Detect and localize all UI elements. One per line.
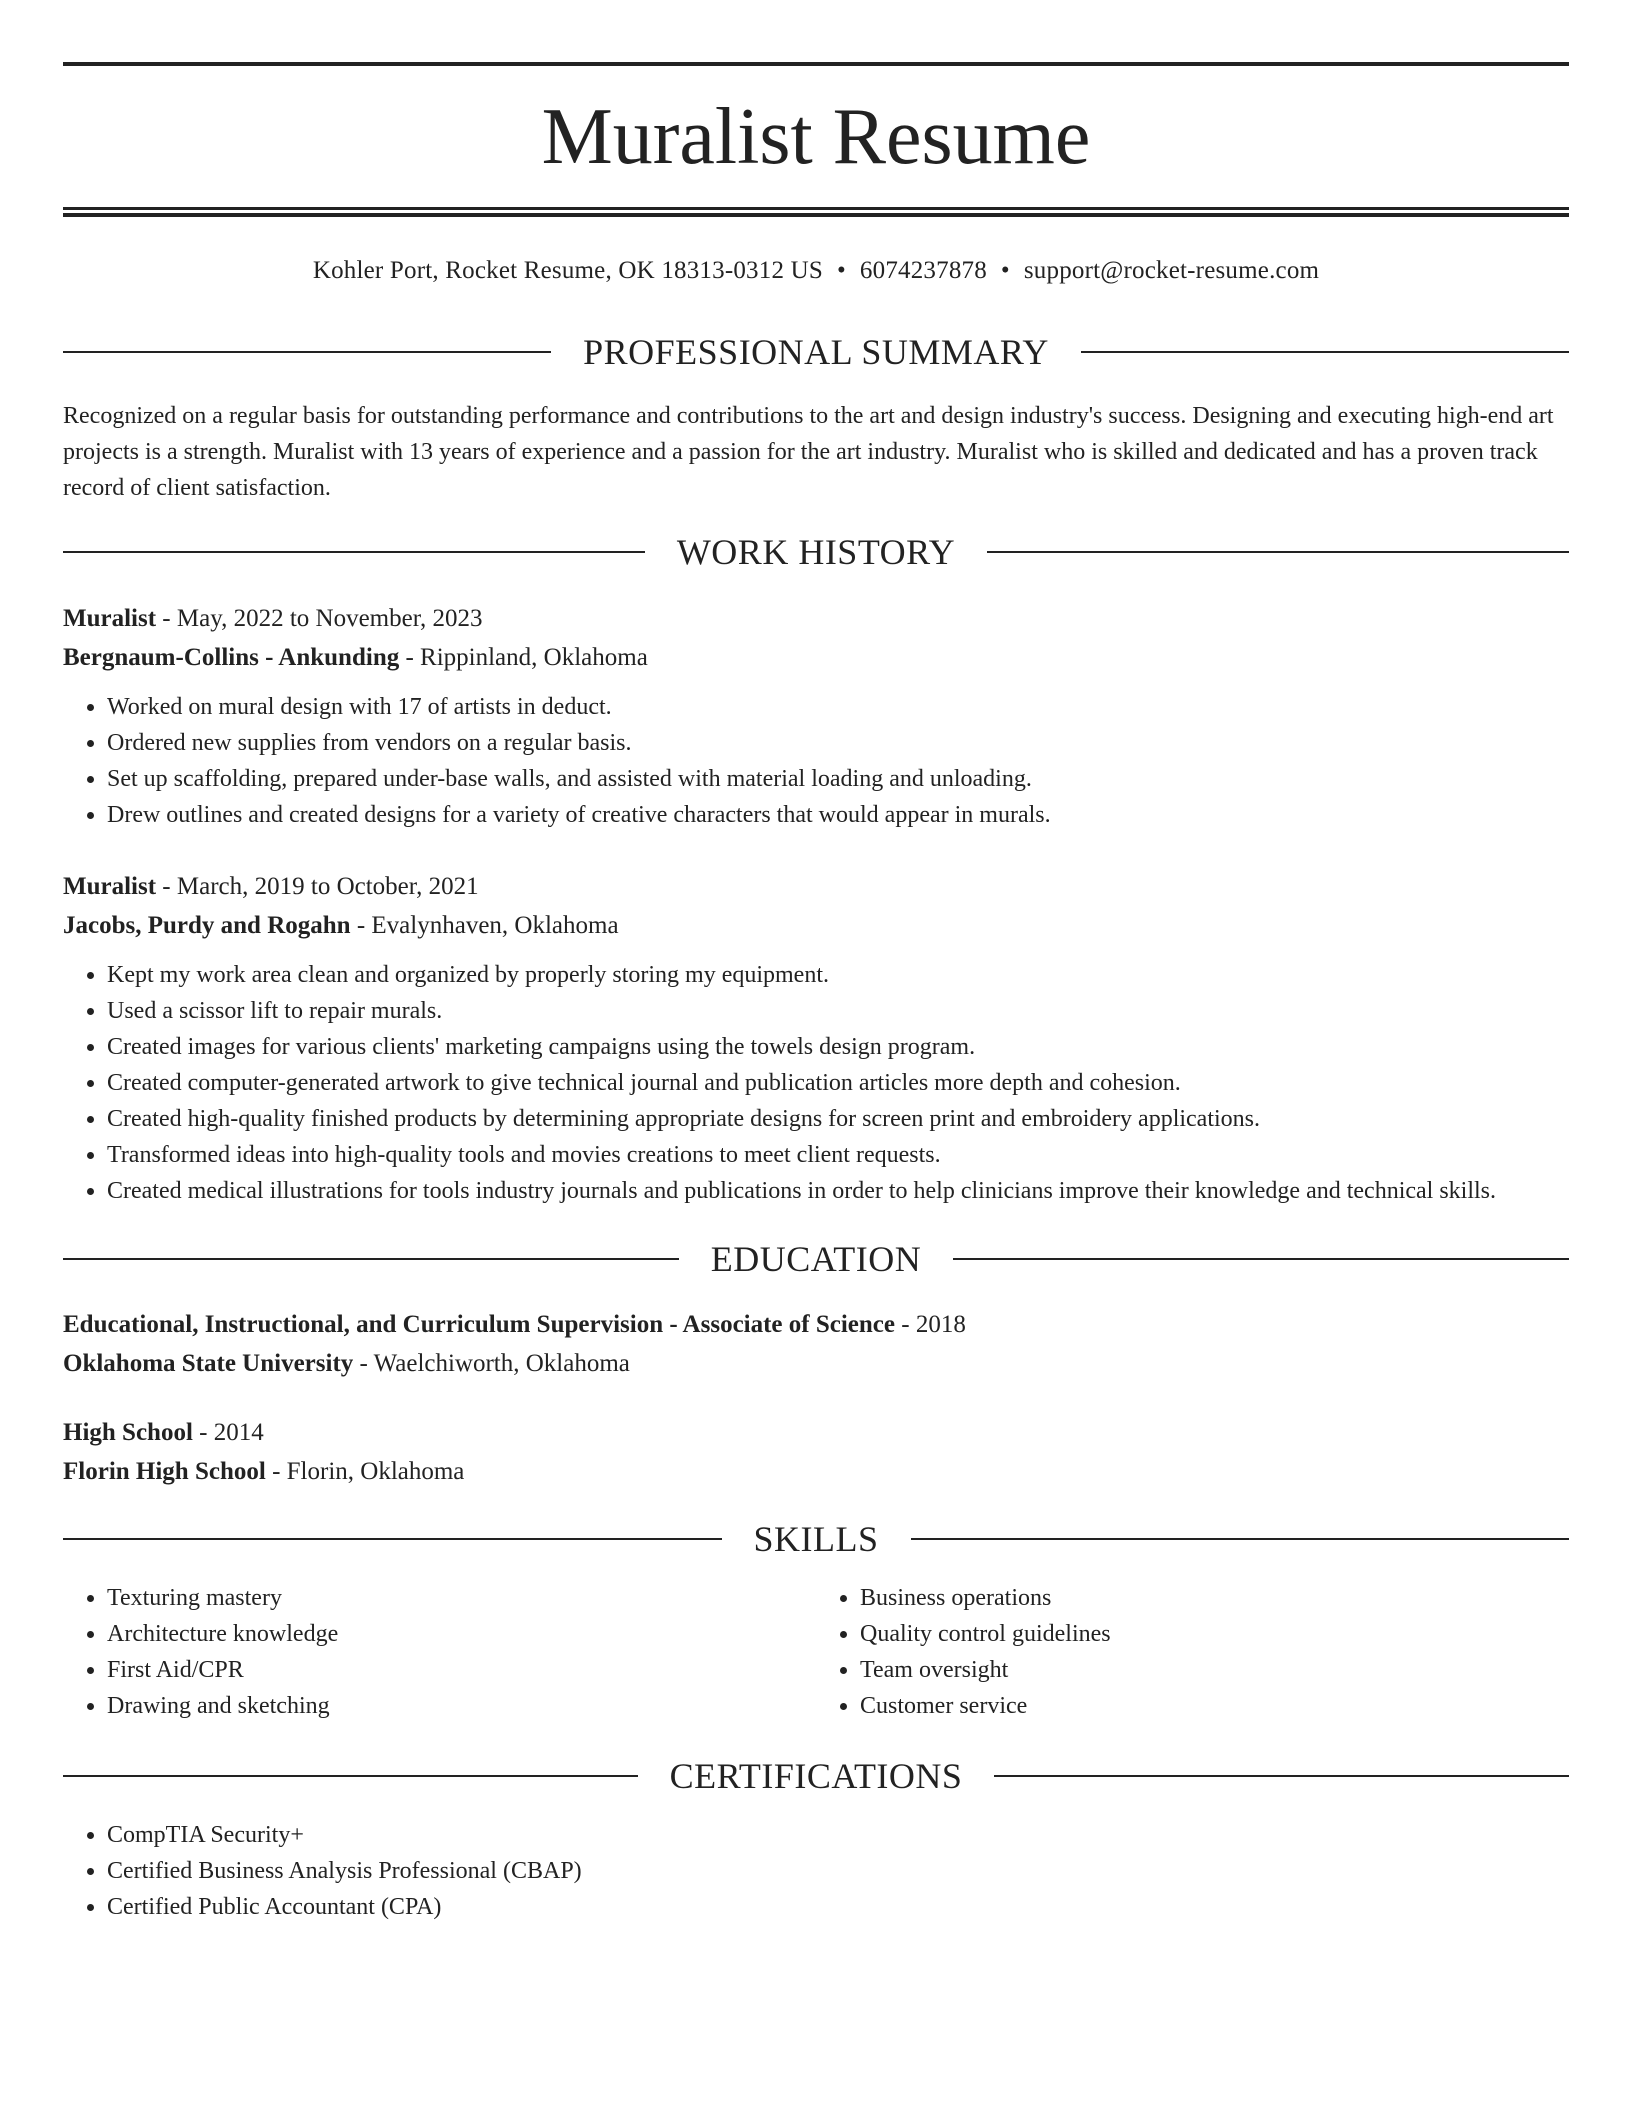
section-rule-right: [987, 551, 1569, 553]
summary-text: Recognized on a regular basis for outstanding performance and contributions to the art and design industry's success. Designing and executing high-end art projects is a strength. Muralist with 13 years of experience and a passion for the art industry. Muralist who is skilled and dedicated and has a proven track record of client satisfaction.: [63, 403, 1554, 501]
list-item: • Certified Public Accountant (CPA): [107, 1889, 1569, 1925]
job-title-line: [63, 599, 1569, 638]
section-title: CERTIFICATIONS: [669, 1756, 963, 1796]
list-item: • Transformed ideas into high-quality tools and movies creations to meet client requests.: [107, 1137, 1569, 1173]
list-item: • Quality control guidelines: [860, 1616, 1569, 1652]
education-degree-line: [63, 1413, 1569, 1452]
list-item: • First Aid/CPR: [107, 1652, 816, 1688]
list-item: • Team oversight: [860, 1652, 1569, 1688]
list-item: • Created high-quality finished products by determining appropriate designs for screen print and embroidery applications.: [107, 1101, 1569, 1137]
job-title: Muralist: [63, 873, 157, 900]
certifications-bullets: [63, 1817, 1569, 1925]
list-item: • Customer service: [860, 1688, 1569, 1724]
title-double-rule: [63, 207, 1569, 217]
section-header-summary: [63, 330, 1569, 374]
education-school: Florin High School: [63, 1458, 266, 1485]
contact-line: [63, 255, 1569, 287]
job-dates: - March, 2019 to October, 2021: [156, 873, 479, 900]
section-rule-right: [911, 1538, 1570, 1540]
list-item: • Kept my work area clean and organized by properly storing my equipment.: [107, 957, 1569, 993]
page-title: Muralist Resume: [541, 93, 1091, 181]
section-rule-right: [953, 1258, 1569, 1260]
section-rule-left: [63, 351, 551, 353]
contact-address: Kohler Port, Rocket Resume, OK 18313-0312 US: [312, 257, 823, 284]
section-header-certifications: [63, 1754, 1569, 1798]
education-school-line: [63, 1344, 1569, 1383]
contact-email: support@rocket-resume.com: [1023, 257, 1320, 284]
education-degree-line: [63, 1305, 1569, 1344]
list-item: • Created images for various clients' marketing campaigns using the towels design program.: [107, 1029, 1569, 1065]
section-rule-right: [1081, 351, 1569, 353]
education-degree: High School: [63, 1419, 193, 1446]
list-item: • Drawing and sketching: [107, 1688, 816, 1724]
section-title: EDUCATION: [710, 1239, 922, 1279]
section-rule-left: [63, 551, 645, 553]
contact-separator: •: [1000, 257, 1010, 284]
section-title: SKILLS: [753, 1519, 879, 1559]
skills-column-left: [63, 1580, 816, 1724]
education-location: - Florin, Oklahoma: [265, 1458, 465, 1485]
education-location: - Waelchiworth, Oklahoma: [353, 1350, 630, 1377]
education-year: - 2014: [192, 1419, 264, 1446]
education-school-line: [63, 1452, 1569, 1491]
section-rule-left: [63, 1775, 638, 1777]
contact-phone: 6074237878: [859, 257, 987, 284]
list-item: • Set up scaffolding, prepared under-base walls, and assisted with material loading and unloading.: [107, 761, 1569, 797]
job-entry: [63, 599, 1569, 833]
certifications-list: [63, 1817, 1569, 1925]
education-year: - 2018: [895, 1311, 966, 1338]
list-item: • Architecture knowledge: [107, 1616, 816, 1652]
list-item: • Created medical illustrations for tools industry journals and publications in order to help clinicians improve their knowledge and technical skills.: [107, 1173, 1569, 1209]
section-header-work: [63, 530, 1569, 574]
job-company-line: [63, 906, 1569, 945]
job-location: - Rippinland, Oklahoma: [399, 644, 648, 671]
education-degree: Educational, Instructional, and Curriculum Supervision - Associate of Science: [63, 1311, 895, 1338]
job-title: Muralist: [63, 605, 157, 632]
list-item: • Worked on mural design with 17 of artists in deduct.: [107, 689, 1569, 725]
list-item: • Ordered new supplies from vendors on a regular basis.: [107, 725, 1569, 761]
skills-column-right: [816, 1580, 1569, 1724]
education-entry: [63, 1305, 1569, 1383]
job-title-line: [63, 867, 1569, 906]
list-item: • Certified Business Analysis Professional (CBAP): [107, 1853, 1569, 1889]
contact-separator: •: [836, 257, 846, 284]
section-title: WORK HISTORY: [676, 532, 956, 572]
education-school: Oklahoma State University: [63, 1350, 354, 1377]
job-company-line: [63, 638, 1569, 677]
job-company: Jacobs, Purdy and Rogahn: [63, 912, 351, 939]
job-dates: - May, 2022 to November, 2023: [156, 605, 483, 632]
section-title: PROFESSIONAL SUMMARY: [583, 332, 1049, 372]
list-item: • Business operations: [860, 1580, 1569, 1616]
job-location: - Evalynhaven, Oklahoma: [350, 912, 619, 939]
skills-list: [63, 1580, 1569, 1724]
section-header-education: [63, 1237, 1569, 1281]
list-item: • Texturing mastery: [107, 1580, 816, 1616]
list-item: • CompTIA Security+: [107, 1817, 1569, 1853]
list-item: • Drew outlines and created designs for a variety of creative characters that would appear in murals.: [107, 797, 1569, 833]
section-rule-left: [63, 1258, 679, 1260]
top-rule: [63, 62, 1569, 66]
job-bullets: [63, 957, 1569, 1209]
job-company: Bergnaum-Collins - Ankunding: [63, 644, 400, 671]
list-item: • Created computer-generated artwork to give technical journal and publication articles more depth and cohesion.: [107, 1065, 1569, 1101]
list-item: • Used a scissor lift to repair murals.: [107, 993, 1569, 1029]
education-entry: [63, 1413, 1569, 1491]
job-entry: [63, 867, 1569, 1209]
section-header-skills: [63, 1517, 1569, 1561]
section-rule-right: [994, 1775, 1569, 1777]
section-rule-left: [63, 1538, 722, 1540]
job-bullets: [63, 689, 1569, 833]
